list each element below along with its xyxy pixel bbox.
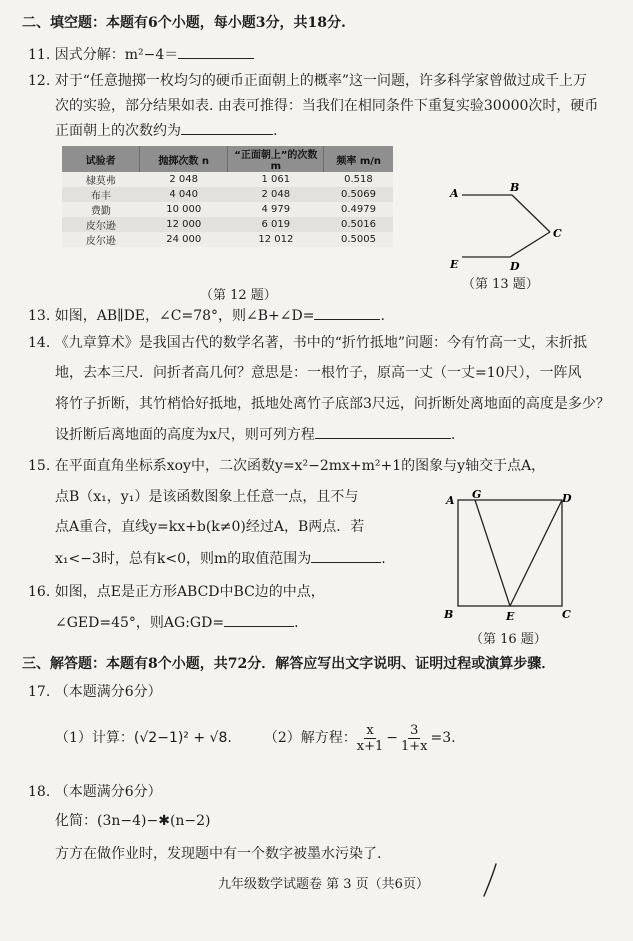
label-b: B bbox=[444, 608, 454, 621]
question-text: 对于“任意抛掷一枚均匀的硬币正面朝上的概率”这一问题，许多科学家曾做过成千上万 bbox=[54, 73, 588, 89]
denominator: 1+x bbox=[401, 738, 428, 754]
minus-sign: − bbox=[386, 730, 398, 746]
question-14-line-4: 设折断后离地面的高度为x尺，则可列方程 . bbox=[55, 427, 456, 443]
question-text: 如图，点E是正方形ABCD中BC边的中点， bbox=[54, 584, 325, 600]
question-text: 因式分解：m²−4＝ bbox=[54, 47, 179, 63]
question-16-line-2: ∠GED=45°，则AG:GD= . bbox=[55, 615, 299, 631]
label-d: D bbox=[510, 260, 520, 273]
question-text: 正面朝上的次数约为 bbox=[55, 123, 181, 139]
segment-bc bbox=[512, 195, 550, 232]
label-a: A bbox=[446, 494, 455, 507]
table-cell: 1 061 bbox=[261, 174, 291, 185]
label-c: C bbox=[553, 227, 562, 240]
square-abcd bbox=[458, 500, 562, 606]
figure-13-diagram bbox=[440, 180, 580, 275]
page-footer: 九年级数学试题卷 第 3 页（共6页） bbox=[218, 877, 429, 892]
question-15-line-1 bbox=[28, 457, 545, 475]
numerator: x bbox=[366, 722, 374, 738]
question-number: 14. bbox=[28, 335, 51, 351]
answer-blank bbox=[314, 306, 380, 320]
table-cell: 布丰 bbox=[90, 191, 111, 202]
table-cell: 0.5005 bbox=[340, 234, 376, 245]
question-14-line-1 bbox=[28, 334, 587, 352]
question-number: 18. bbox=[28, 784, 51, 800]
score-note: （本题满分6分） bbox=[54, 784, 162, 800]
answer-blank bbox=[181, 121, 273, 135]
section-2-heading: 二、填空题：本题有6个小题，每小题3分，共18分. bbox=[22, 15, 346, 31]
table-cell: 费勤 bbox=[90, 206, 111, 217]
question-11 bbox=[28, 45, 254, 64]
question-18-header bbox=[28, 783, 162, 801]
segment-de bbox=[510, 500, 562, 606]
label-d: D bbox=[562, 492, 572, 505]
figure-16-diagram bbox=[438, 490, 578, 625]
table-cell: 0.5069 bbox=[340, 189, 376, 200]
table-cell: 4 040 bbox=[169, 189, 199, 200]
table-cell: 12 012 bbox=[258, 234, 294, 245]
table-cell: 0.4979 bbox=[340, 204, 376, 215]
question-number: 13. bbox=[28, 308, 51, 324]
question-number: 12. bbox=[28, 73, 51, 89]
question-12-line-2: 次的实验，部分结果如表. 由表可推得：当我们在相同条件下重复实验30000次时，硬币 bbox=[55, 98, 599, 114]
denominator: x+1 bbox=[356, 738, 384, 754]
question-text: 在平面直角坐标系xoy中，二次函数y=x²−2mx+m²+1的图象与y轴交于点A， bbox=[54, 458, 546, 474]
question-text: 如图，AB∥DE，∠C=78°，则∠B+∠D= bbox=[54, 308, 315, 324]
table-row bbox=[62, 187, 393, 202]
table-row bbox=[62, 232, 393, 247]
table-row bbox=[62, 217, 393, 232]
table-cell: 0.518 bbox=[344, 174, 373, 185]
figure-12-caption: （第 12 题） bbox=[200, 288, 277, 303]
question-text: 《九章算术》是我国古代的数学名著，书中的“折竹抵地”问题：今有竹高一丈，末折抵 bbox=[54, 335, 588, 351]
segment-ge bbox=[475, 500, 510, 606]
question-15-line-2: 点B（x₁，y₁）是该函数图象上任意一点，且不与 bbox=[55, 489, 359, 505]
table-cell: 12 000 bbox=[166, 219, 202, 230]
fraction-2 bbox=[401, 723, 428, 754]
table-header: 试验者 bbox=[62, 146, 140, 172]
answer-blank bbox=[178, 45, 254, 59]
label-e: E bbox=[450, 258, 459, 271]
section-3-heading: 三、解答题：本题有8个小题，共72分．解答应写出文字说明、证明过程或演算步骤． bbox=[22, 656, 556, 672]
table-cell: 10 000 bbox=[166, 204, 202, 215]
question-14-line-3: 将竹子折断，其竹梢恰好抵地，抵地处离竹子底部3尺远，问折断处离地面的高度是多少？ bbox=[55, 396, 610, 412]
table-header: 频率 m/n bbox=[324, 146, 393, 172]
table-cell: 2 048 bbox=[169, 174, 199, 185]
equation-rhs: =3. bbox=[430, 730, 456, 746]
label-c: C bbox=[562, 608, 571, 621]
table-cell: 0.5016 bbox=[340, 219, 376, 230]
question-16-line-1 bbox=[28, 583, 325, 601]
question-number: 17. bbox=[28, 684, 51, 700]
numerator: 3 bbox=[410, 722, 419, 738]
table-row bbox=[62, 202, 393, 217]
question-text: ∠GED=45°，则AG:GD= bbox=[55, 615, 225, 631]
table-row bbox=[62, 172, 393, 187]
label-e: E bbox=[506, 610, 515, 623]
table-cell: 棣莫弗 bbox=[85, 176, 116, 187]
table-cell: 6 019 bbox=[261, 219, 291, 230]
pen-stroke-mark bbox=[478, 860, 502, 900]
question-18-line-1: 化简：(3n−4)−✱(n−2) bbox=[55, 813, 211, 829]
table-cell: 皮尔逊 bbox=[85, 236, 116, 247]
frequency-table bbox=[62, 146, 393, 247]
question-12-line-1 bbox=[28, 72, 587, 90]
label-g: G bbox=[472, 490, 482, 501]
question-12-line-3: 正面朝上的次数约为 . bbox=[55, 123, 278, 139]
question-15-line-4: x₁<−3时，总有k<0，则m的取值范围为 . bbox=[55, 551, 386, 567]
table-header: 抛掷次数 n bbox=[140, 146, 228, 172]
table-header: “正面朝上”的次数 m bbox=[228, 146, 324, 172]
figure-13-caption: （第 13 题） bbox=[462, 277, 539, 292]
question-13: 13. 如图，AB∥DE，∠C=78°，则∠B+∠D= . bbox=[28, 308, 385, 324]
question-18-line-2: 方方在做作业时，发现题中有一个数字被墨水污染了. bbox=[55, 846, 382, 862]
answer-blank bbox=[311, 549, 381, 563]
part-1-expression: (√2−1)² + √8. bbox=[133, 730, 232, 746]
table-cell: 4 979 bbox=[261, 204, 291, 215]
question-14-line-2: 地，去本三尺．问折者高几何？意思是：一根竹子，原高一丈（一丈=10尺），一阵风 bbox=[55, 365, 582, 381]
table-cell: 2 048 bbox=[261, 189, 291, 200]
score-note: （本题满分6分） bbox=[54, 684, 162, 700]
question-number: 11. bbox=[28, 47, 51, 63]
question-number: 15. bbox=[28, 458, 51, 474]
question-17-header bbox=[28, 683, 162, 701]
answer-blank bbox=[224, 613, 294, 627]
table-cell: 皮尔逊 bbox=[85, 221, 116, 232]
question-number: 16. bbox=[28, 584, 51, 600]
figure-16-caption: （第 16 题） bbox=[470, 632, 547, 647]
label-a: A bbox=[450, 187, 459, 200]
table-cell: 24 000 bbox=[166, 234, 202, 245]
question-17-parts bbox=[55, 716, 456, 760]
table-header-row bbox=[62, 146, 393, 172]
question-15-line-3: 点A重合，直线y=kx+b(k≠0)经过A，B两点．若 bbox=[55, 519, 365, 535]
question-text: x₁<−3时，总有k<0，则m的取值范围为 bbox=[55, 551, 312, 567]
segment-cd bbox=[510, 232, 550, 257]
question-text: 设折断后离地面的高度为x尺，则可列方程 bbox=[55, 427, 315, 443]
fraction-1 bbox=[357, 723, 384, 754]
answer-blank bbox=[315, 425, 451, 439]
part-2-label: （2）解方程： bbox=[263, 730, 357, 746]
label-b: B bbox=[510, 181, 520, 194]
part-1-label: （1）计算： bbox=[55, 730, 134, 746]
